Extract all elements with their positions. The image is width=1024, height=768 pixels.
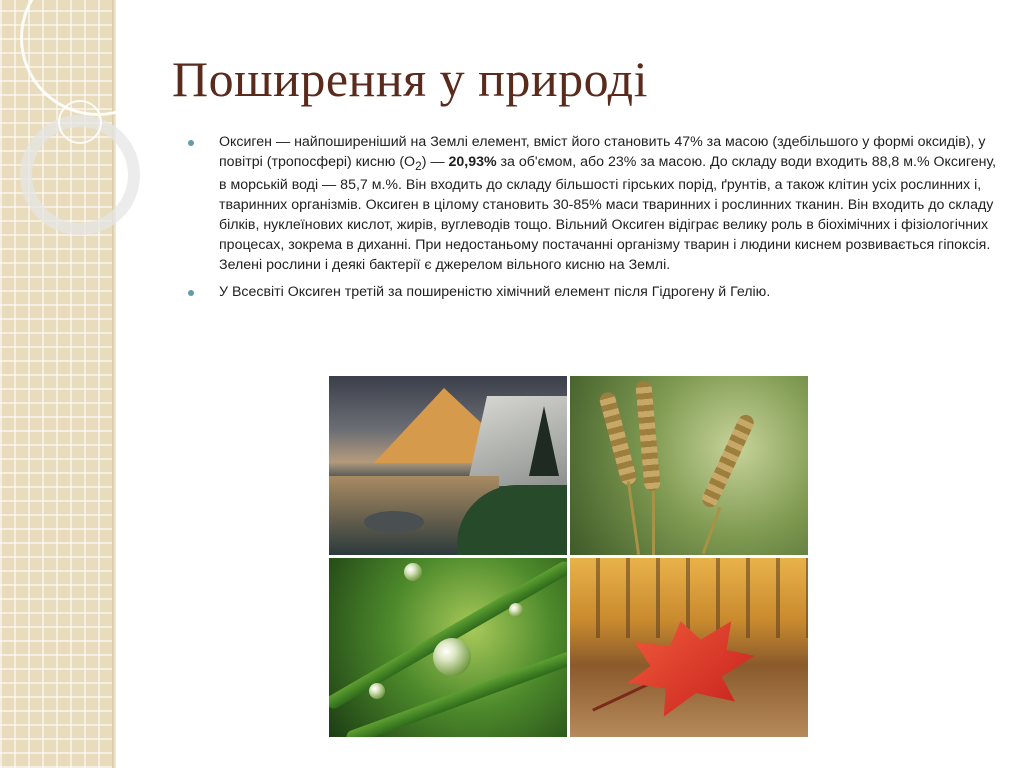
slide-title: Поширення у природі	[172, 51, 648, 107]
autumn-leaf-photo	[570, 558, 808, 737]
bullet-item	[186, 133, 998, 275]
decorative-strip-edge	[112, 0, 116, 768]
bold-value: 20,93%	[448, 153, 497, 170]
bullet-text: У Всесвіті Оксиген третій за поширеністю хімічний елемент після Гідрогену й Гелію.	[219, 284, 771, 301]
wheat-photo	[570, 376, 808, 555]
bullet-item	[186, 283, 998, 303]
bullet-text: Оксиген — найпоширеніший на Землі елемент, вміст його становить 47% за масою (здебільшого у формі оксидів), у повітрі (тропосфері) кисню $(O_2)$ — 20,93% за об'ємом, або 23% за масою. До складу води входить 88,8 м.% Оксигену, в морській воді — 85,7 м.%. Він входить до складу більшості гірських порід, ґрунтів, а також клітин усіх рослинних і, тваринних організмів. Оксиген в цілому становить 30-85% маси тваринних і рослинних тканин. Він входить до складу білків, нуклеїнових кислот, жирів, вуглеводів тощо. Вільний Оксиген відіграє велику роль в біохімічних і фізіологічних процесах, зокрема в диханні. При недостаньому постачанні організму тварин і людини киснем розвивається гіпоксія. Зелені рослини і деякі бактерії є джерелом вільного кисню на Землі.	[219, 134, 997, 273]
bullet-icon	[188, 140, 194, 146]
mountain-lake-photo	[329, 376, 567, 555]
bullet-icon	[188, 290, 194, 296]
decorative-side-strip	[0, 0, 112, 768]
dew-drops-photo	[329, 558, 567, 737]
nature-photo-collage	[329, 376, 808, 737]
bullet-list	[186, 133, 998, 311]
subscript: 2	[415, 158, 422, 173]
